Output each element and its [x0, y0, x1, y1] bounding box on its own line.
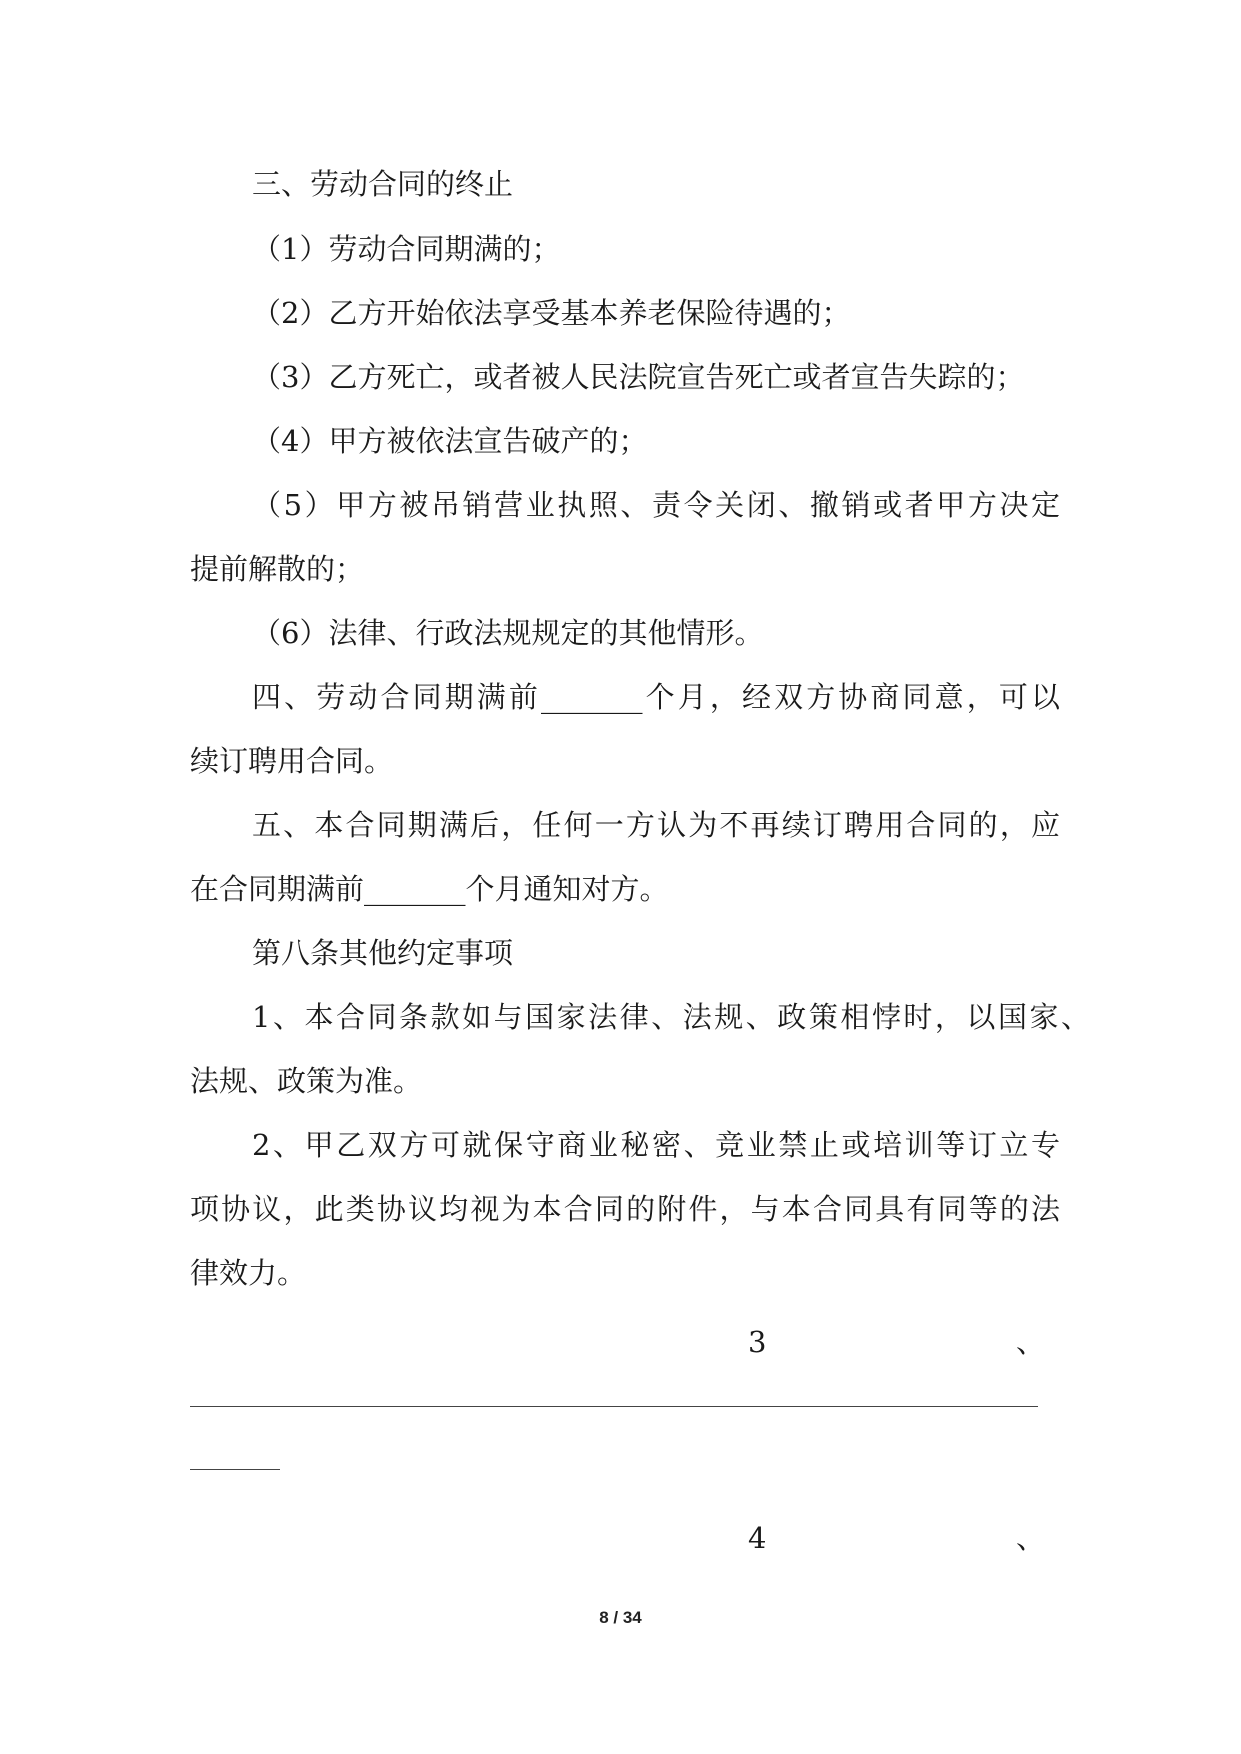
- blank-fill-line: [190, 1469, 280, 1470]
- clause-line: （3）乙方死亡，或者被人民法院宣告死亡或者宣告失踪的；: [252, 360, 1025, 394]
- article-eight-heading: 第八条其他约定事项: [252, 936, 514, 970]
- enumeration-comma: 、: [1016, 1521, 1046, 1555]
- clause-line: （1）劳动合同期满的；: [252, 232, 561, 266]
- clause-line: （5）甲方被吊销营业执照、责令关闭、撤销或者甲方决定: [252, 488, 1060, 522]
- section-four-line: 续订聘用合同。: [190, 744, 394, 778]
- blank-fill-line: [190, 1406, 1038, 1407]
- item-number: 4: [748, 1521, 767, 1555]
- enumeration-comma: 、: [1016, 1325, 1046, 1359]
- clause-line: 提前解散的；: [190, 552, 365, 586]
- article-eight-item: 法规、政策为准。: [190, 1064, 423, 1098]
- page-number: 8 / 34: [599, 1608, 642, 1627]
- item-number: 3: [748, 1325, 767, 1359]
- section-five-line: 五、本合同期满后，任何一方认为不再续订聘用合同的，应: [252, 808, 1060, 842]
- article-eight-item: 律效力。: [190, 1256, 307, 1290]
- clause-line: （4）甲方被依法宣告破产的；: [252, 424, 648, 458]
- clause-line: （2）乙方开始依法享受基本养老保险待遇的；: [252, 296, 851, 330]
- section-five-line: 在合同期满前_______个月通知对方。: [190, 872, 669, 906]
- article-eight-item: 项协议，此类协议均视为本合同的附件，与本合同具有同等的法: [190, 1192, 1060, 1226]
- article-eight-item: 2、甲乙双方可就保守商业秘密、竞业禁止或培训等订立专: [252, 1128, 1060, 1162]
- section-four-line: 四、劳动合同期满前_______个月，经双方协商同意，可以: [252, 680, 1060, 714]
- clause-line: （6）法律、行政法规规定的其他情形。: [252, 616, 764, 650]
- section-three-heading: 三、劳动合同的终止: [252, 167, 514, 201]
- article-eight-item: 1、本合同条款如与国家法律、法规、政策相悖时，以国家、: [252, 1000, 1090, 1034]
